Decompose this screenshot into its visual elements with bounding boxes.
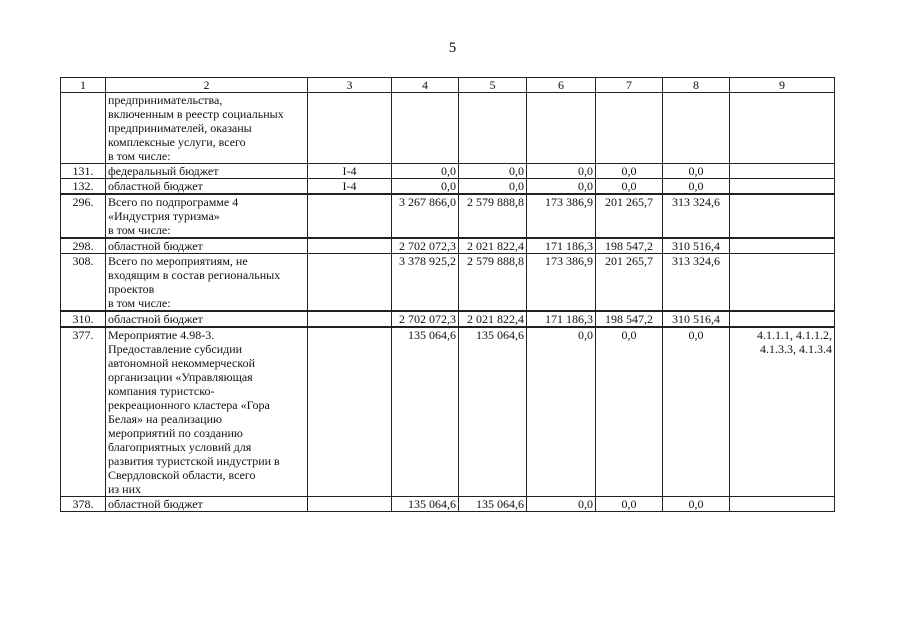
row-name-cell [106,164,308,179]
column-header: 1 [61,78,106,93]
value-cell-7: 198 547,2 [596,311,663,327]
column-header: 9 [730,78,835,93]
row-code-cell [308,311,392,327]
table-body [61,78,835,512]
row-name-line: благоприятных условий для [108,440,252,454]
reference-cell [730,311,835,327]
row-name-line: рекреационного кластера «Гора [108,398,270,412]
value-cell-8 [663,93,730,164]
row-name-line: Свердловской области, всего [108,468,256,482]
value-cell-7: 0,0 [596,327,663,497]
budget-table [60,77,835,512]
row-number-cell: 378. [61,497,106,512]
row-name-line: Мероприятие 4.98-3. [108,328,215,342]
row-name-line: из них [108,482,142,496]
reference-cell [730,238,835,254]
row-name-line: Белая» на реализацию [108,412,222,426]
row-name-line: комплексные услуги, всего [108,135,246,149]
value-cell-5: 2 021 822,4 [459,238,527,254]
row-code-cell [308,93,392,164]
row-name-cell [106,254,308,312]
value-cell-7: 0,0 [596,497,663,512]
row-number-cell: 296. [61,194,106,238]
row-name-cell [106,194,308,238]
row-name-line: Всего по подпрограмме 4 [108,195,239,209]
value-cell-7: 0,0 [596,179,663,195]
column-header: 2 [106,78,308,93]
value-cell-6: 171 186,3 [527,311,596,327]
row-number-cell: 131. [61,164,106,179]
row-name-cell [106,497,308,512]
row-number-cell: 310. [61,311,106,327]
table-row [61,238,835,254]
value-cell-5: 2 021 822,4 [459,311,527,327]
row-name-line: предпринимателей, оказаны [108,121,252,135]
row-name-cell [106,238,308,254]
row-code-cell [308,497,392,512]
value-cell-4: 135 064,6 [392,497,459,512]
row-name-line: в том числе: [108,296,171,310]
row-name-line: Предоставление субсидии [108,342,243,356]
reference-cell [730,164,835,179]
reference-cell: 4.1.1.1, 4.1.1.2, 4.1.3.3, 4.1.3.4 [730,327,835,497]
value-cell-5: 2 579 888,8 [459,254,527,312]
row-name-cell [106,93,308,164]
row-code-cell [308,194,392,238]
row-name-line: областной бюджет [108,497,203,511]
value-cell-4: 135 064,6 [392,327,459,497]
value-cell-8: 0,0 [663,164,730,179]
row-name-line: включенным в реестр социальных [108,107,284,121]
table-row [61,179,835,195]
row-name-line: «Индустрия туризма» [108,209,220,223]
value-cell-4: 0,0 [392,164,459,179]
reference-cell [730,194,835,238]
row-number-cell: 308. [61,254,106,312]
row-name-line: организации «Управляющая [108,370,253,384]
table-row [61,194,835,238]
value-cell-7: 0,0 [596,164,663,179]
value-cell-8: 310 516,4 [663,311,730,327]
table-row [61,327,835,497]
row-name-line: в том числе: [108,223,171,237]
reference-cell [730,93,835,164]
value-cell-8: 313 324,6 [663,254,730,312]
column-header: 5 [459,78,527,93]
value-cell-5: 2 579 888,8 [459,194,527,238]
row-name-line: федеральный бюджет [108,164,219,178]
value-cell-7 [596,93,663,164]
column-header: 6 [527,78,596,93]
value-cell-5: 135 064,6 [459,497,527,512]
value-cell-8: 313 324,6 [663,194,730,238]
column-header: 4 [392,78,459,93]
value-cell-6: 0,0 [527,497,596,512]
row-name-line: областной бюджет [108,312,203,326]
value-cell-4: 3 378 925,2 [392,254,459,312]
row-name-line: областной бюджет [108,179,203,193]
row-code-cell [308,238,392,254]
value-cell-6: 0,0 [527,164,596,179]
value-cell-6: 171 186,3 [527,238,596,254]
row-number-cell: 377. [61,327,106,497]
value-cell-8: 310 516,4 [663,238,730,254]
row-name-line: входящим в состав региональных [108,268,281,282]
value-cell-8: 0,0 [663,179,730,195]
table-row [61,497,835,512]
value-cell-5 [459,93,527,164]
value-cell-6: 173 386,9 [527,254,596,312]
value-cell-4: 2 702 072,3 [392,311,459,327]
row-name-line: предпринимательства, [108,93,223,107]
value-cell-4: 0,0 [392,179,459,195]
table-row [61,254,835,312]
column-header: 7 [596,78,663,93]
header-row [61,78,835,93]
row-number-cell: 298. [61,238,106,254]
value-cell-7: 198 547,2 [596,238,663,254]
column-header: 3 [308,78,392,93]
page-number: 5 [448,40,457,56]
row-name-line: в том числе: [108,149,171,163]
value-cell-5: 135 064,6 [459,327,527,497]
row-code-cell: I-4 [308,179,392,195]
value-cell-8: 0,0 [663,327,730,497]
value-cell-6: 0,0 [527,179,596,195]
value-cell-4 [392,93,459,164]
row-number-cell [61,93,106,164]
row-number-cell: 132. [61,179,106,195]
row-name-line: развития туристской индустрии в [108,454,280,468]
reference-cell [730,179,835,195]
value-cell-7: 201 265,7 [596,254,663,312]
value-cell-5: 0,0 [459,164,527,179]
row-code-cell [308,327,392,497]
row-name-line: Всего по мероприятиям, не [108,254,248,268]
value-cell-5: 0,0 [459,179,527,195]
value-cell-4: 2 702 072,3 [392,238,459,254]
row-name-cell [106,327,308,497]
reference-cell [730,497,835,512]
table-row [61,164,835,179]
row-code-cell [308,254,392,312]
row-name-line: компания туристско- [108,384,215,398]
row-name-line: автономной некоммерческой [108,356,255,370]
reference-cell [730,254,835,312]
table-row [61,93,835,164]
row-name-cell [106,179,308,195]
value-cell-7: 201 265,7 [596,194,663,238]
value-cell-6: 0,0 [527,327,596,497]
value-cell-6 [527,93,596,164]
row-name-line: мероприятий по созданию [108,426,243,440]
row-name-line: проектов [108,282,155,296]
row-code-cell: I-4 [308,164,392,179]
column-header: 8 [663,78,730,93]
value-cell-6: 173 386,9 [527,194,596,238]
value-cell-8: 0,0 [663,497,730,512]
row-name-line: областной бюджет [108,239,203,253]
table-row [61,311,835,327]
value-cell-4: 3 267 866,0 [392,194,459,238]
row-name-cell [106,311,308,327]
